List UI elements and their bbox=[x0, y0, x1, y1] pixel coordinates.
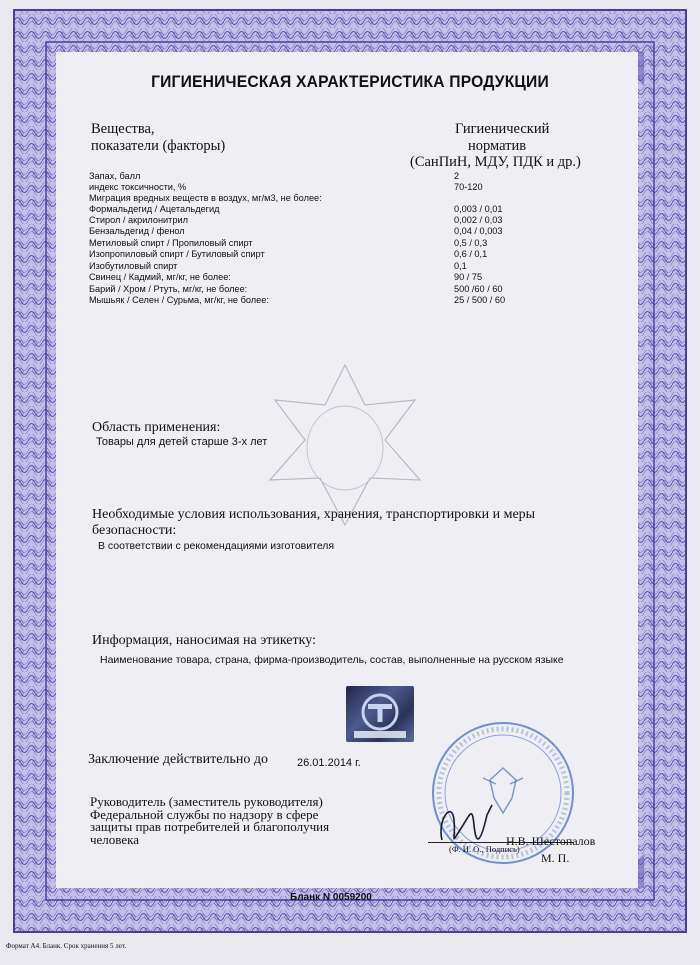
signatory-line: защиты прав потребителей и благополучия bbox=[90, 819, 330, 834]
row-name: Свинец / Кадмий, мг/кг, не более: bbox=[89, 272, 231, 282]
row-name: Стирол / акрилонитрил bbox=[89, 215, 188, 225]
row-name: Метиловый спирт / Пропиловый спирт bbox=[89, 238, 253, 248]
row-value: 90 / 75 bbox=[454, 272, 483, 282]
signatory-line: Руководитель (заместитель руководителя) bbox=[90, 794, 323, 809]
conditions-value: В соответствии с рекомендациями изготовителя bbox=[98, 540, 335, 552]
validity-date: 26.01.2014 г. bbox=[297, 757, 361, 769]
signatory-line: человека bbox=[90, 831, 140, 847]
row-name: Формальдегид / Ацетальдегид bbox=[89, 204, 220, 214]
signatory-block bbox=[90, 796, 329, 846]
header-left-line2: показатели (факторы) bbox=[91, 138, 226, 154]
header-right-line1: Гигиенический bbox=[455, 121, 550, 137]
header-left-line1: Вещества, bbox=[91, 121, 155, 137]
scope-value: Товары для детей старше 3-х лет bbox=[96, 436, 268, 448]
hologram-sticker bbox=[346, 686, 414, 742]
header-right-line2: норматив bbox=[468, 138, 527, 154]
row-name: Запах, балл bbox=[89, 171, 141, 181]
row-name: индекс токсичности, % bbox=[89, 182, 187, 192]
row-value: 70-120 bbox=[454, 182, 483, 192]
row-value: 0,003 / 0,01 bbox=[454, 204, 503, 214]
row-value: 0,04 / 0,003 bbox=[454, 226, 503, 236]
table-row bbox=[89, 225, 529, 237]
hologram-emblem-icon bbox=[346, 686, 414, 742]
fio-caption: (Ф. И. О., Подпись) bbox=[449, 844, 520, 854]
emblem-watermark bbox=[255, 360, 435, 530]
format-note: Формат А4. Бланк. Срок хранения 5 лет. bbox=[6, 942, 127, 950]
row-value: 0,1 bbox=[454, 261, 467, 271]
row-name: Миграция вредных веществ в воздух, мг/м3, не более: bbox=[89, 193, 322, 203]
stamp-place-mark: М. П. bbox=[541, 851, 570, 865]
blank-number: Бланк N 0059200 bbox=[290, 892, 372, 903]
signatory-line: Федеральной службы по надзору в сфере bbox=[90, 806, 319, 822]
row-name: Изобутиловый спирт bbox=[89, 261, 178, 271]
document-title: ГИГИЕНИЧЕСКАЯ ХАРАКТЕРИСТИКА ПРОДУКЦИИ bbox=[151, 72, 549, 91]
label-info-label: Информация, наносимая на этикетку: bbox=[92, 633, 316, 648]
table-row bbox=[89, 248, 529, 260]
validity-label: Заключение действительно до bbox=[88, 752, 268, 767]
signatory-name: Н.В. Шестопалов bbox=[506, 834, 596, 848]
row-value: 25 / 500 / 60 bbox=[454, 295, 506, 305]
row-name: Бензальдегид / фенол bbox=[89, 226, 185, 236]
row-name: Мышьяк / Селен / Сурьма, мг/кг, не более: bbox=[89, 295, 269, 305]
row-value: 0,002 / 0,03 bbox=[454, 215, 503, 225]
label-info-value: Наименование товара, страна, фирма-производитель, состав, выполненные на русском языке bbox=[100, 654, 564, 666]
row-value: 0,5 / 0,3 bbox=[454, 238, 488, 248]
table-row bbox=[89, 271, 529, 283]
row-name: Барий / Хром / Ртуть, мг/кг, не более: bbox=[89, 284, 248, 294]
header-right-line3: (СанПиН, МДУ, ПДК и др.) bbox=[410, 154, 581, 170]
row-value: 0,6 / 0,1 bbox=[454, 249, 488, 259]
table-row bbox=[89, 294, 529, 306]
row-name: Изопропиловый спирт / Бутиловый спирт bbox=[89, 249, 265, 259]
row-value: 500 /60 / 60 bbox=[454, 284, 503, 294]
conditions-label-line1: Необходимые условия использования, хранения, транспортировки и меры bbox=[92, 507, 536, 522]
conditions-label-line2: безопасности: bbox=[92, 523, 177, 538]
scope-label: Область применения: bbox=[92, 420, 221, 435]
row-value: 2 bbox=[454, 171, 460, 181]
signature bbox=[432, 790, 502, 850]
